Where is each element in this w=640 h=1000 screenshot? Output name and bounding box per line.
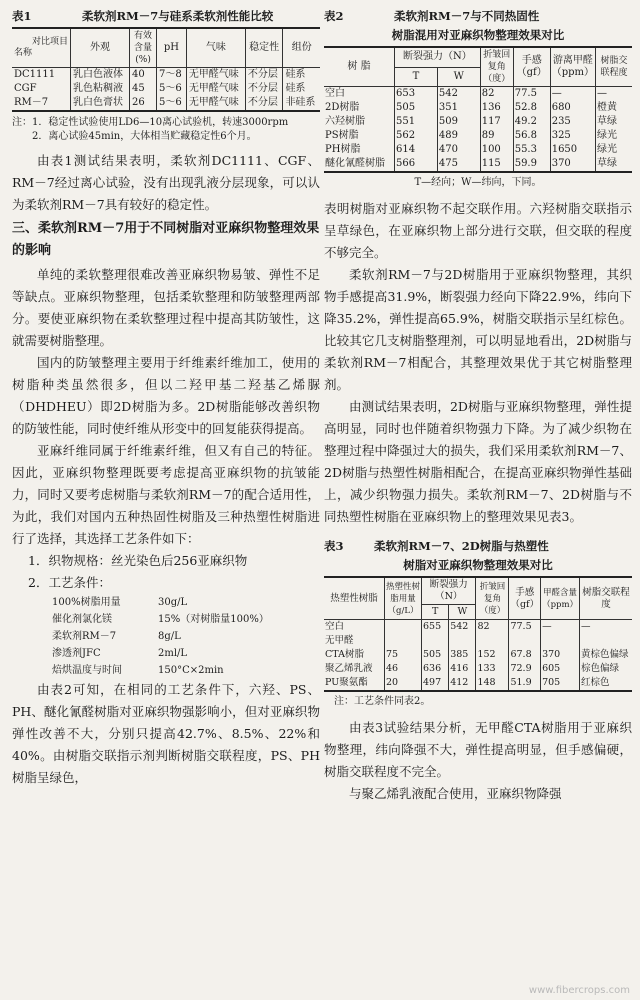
condition-key: 焙烘温度与时间 [52, 665, 122, 676]
table-cell: 67.8 [509, 648, 541, 662]
table1-header: 外观 [71, 28, 130, 68]
condition-key: 柔软剂RM－7 [52, 631, 117, 642]
table3-footnote: 注：工艺条件同表2。 [334, 696, 431, 707]
table-row [12, 82, 320, 96]
table-cell: 351 [437, 101, 480, 115]
table-cell: 100 [480, 143, 513, 157]
table-row [324, 143, 632, 157]
table3-body [324, 620, 632, 692]
table-cell: 325 [550, 129, 595, 143]
table-cell: 636 [422, 662, 449, 676]
table-row [12, 96, 320, 111]
table1-title: 柔软剂RM－7与硅系柔软剂性能比较 [82, 9, 274, 23]
table-cell: 草绿 [596, 115, 633, 129]
table-cell: 653 [395, 87, 438, 102]
section-heading: 三、柔软剂RM－7用于不同树脂对亚麻织物整理效果的影响 [12, 221, 320, 258]
table-cell: 133 [476, 662, 509, 676]
table1-corner-bottom: 名称 [14, 48, 33, 58]
table-cell: 542 [437, 87, 480, 102]
table-cell: 绿光 [596, 143, 633, 157]
table-cell: 7～8 [157, 68, 187, 83]
table2-body [324, 87, 632, 173]
table-cell: 505 [422, 648, 449, 662]
table-cell: 5～6 [157, 96, 187, 111]
table3-number: 表3 [324, 539, 344, 553]
table-row [324, 648, 632, 662]
paragraph: 表明树脂对亚麻织物不起交联作用。六羟树脂交联指示呈草绿色，在亚麻织物上部分进行交联，但交联的程度不够完全。 [324, 201, 632, 260]
table1-header: 有效含量(%) [130, 28, 157, 68]
table1-header: 气味 [186, 28, 245, 68]
table-cell: 82 [476, 620, 509, 635]
table-cell: 1650 [550, 143, 595, 157]
table-cell: 497 [422, 676, 449, 691]
table-cell: 草绿 [596, 157, 633, 172]
table1-note-1: 注：1．稳定性试验使用LD6—10离心试验机，转速3000rpm [12, 117, 289, 128]
table2-header: 树脂交联程度 [596, 47, 633, 87]
table-cell: 117 [480, 115, 513, 129]
table-cell: 505 [395, 101, 438, 115]
table-cell: 黄棕色偏绿 [580, 648, 633, 662]
table-row [324, 676, 632, 691]
table-cell: 59.9 [513, 157, 550, 172]
table3-caption [324, 538, 632, 554]
table-cell: PU聚氨酯 [325, 677, 368, 688]
table-cell: CGF [14, 83, 37, 94]
table-cell: 绿光 [596, 129, 633, 143]
table-cell: 20 [385, 676, 422, 691]
condition-value: 15%（对树脂量100%） [158, 614, 269, 625]
table-cell: 82 [480, 87, 513, 102]
paragraph: 由表3试验结果分析，无甲醛CTA树脂用于亚麻织物整理，纬向降强不大，弹性提高明显，但手感偏硬，树脂交联程度不完全。 [324, 720, 632, 779]
paragraph: 由表2可知，在相同的工艺条件下，六羟、PS、PH、醚化氰醛树脂对亚麻织物强影响小，但对亚麻织物弹性改善不大，分别只提高42.7%、8.5%、22%和40%。由树脂交联指示剂判断树脂交联程度，PS、PH树脂呈绿色， [12, 682, 320, 785]
table2-number: 表2 [324, 9, 344, 23]
table-cell: 89 [480, 129, 513, 143]
table3-title-line2: 树脂对亚麻织物整理效果对比 [403, 558, 553, 572]
table-cell: 55.3 [513, 143, 550, 157]
table-cell: 空白 [325, 621, 345, 632]
table-row [324, 101, 632, 115]
table3-header: T [422, 605, 449, 620]
table-cell: 655 [422, 620, 449, 635]
table-cell: 52.8 [513, 101, 550, 115]
table-cell: 橙黄 [596, 101, 633, 115]
table3-header: 手感（gf） [509, 577, 541, 620]
table-cell: 489 [437, 129, 480, 143]
table-cell: RM－7 [14, 97, 49, 108]
table-cell [385, 620, 422, 635]
table2-title-line2: 树脂混用对亚麻织物整理效果对比 [391, 28, 565, 42]
condition-value: 30g/L [158, 597, 188, 608]
table-cell: 77.5 [513, 87, 550, 102]
table2-header: 折皱回复角（度） [480, 47, 513, 87]
table3-header: 折皱回复角（度） [476, 577, 509, 620]
table-cell: 硅系 [283, 68, 320, 83]
table-cell: DC1111 [14, 69, 56, 80]
table2-footnote: T—经向；W—纬向，下同。 [414, 177, 542, 188]
table-cell: 416 [449, 662, 476, 676]
table-cell [422, 634, 449, 648]
table-cell: 无甲醛气味 [186, 82, 245, 96]
table-cell: 235 [550, 115, 595, 129]
table-cell: CTA树脂 [325, 649, 364, 660]
table-cell: 475 [437, 157, 480, 172]
table-cell: 5～6 [157, 82, 187, 96]
watermark: www.fibercrops.com [528, 985, 630, 996]
table2-header: 游离甲醛（ppm） [550, 47, 595, 87]
table-row [324, 129, 632, 143]
table-cell [385, 634, 422, 648]
table-cell: 49.2 [513, 115, 550, 129]
table-cell: 六羟树脂 [325, 116, 365, 127]
table-cell: 乳色粘稠液 [71, 82, 130, 96]
paragraph: 由表1测试结果表明，柔软剂DC1111、CGF、RM－7经过离心试验，没有出现乳液分层现象，可以认为柔软剂RM－7具有较好的稳定性。 [12, 153, 320, 212]
table1-notes [12, 116, 320, 144]
table-cell: 2D树脂 [325, 102, 360, 113]
table1-header: 组份 [283, 28, 320, 68]
table-cell: 370 [541, 648, 580, 662]
table-cell: 605 [541, 662, 580, 676]
table3-title: 柔软剂RM－7、2D树脂与热塑性 [374, 539, 549, 553]
table-cell: 不分层 [245, 68, 283, 83]
table-cell: 无甲醛气味 [186, 96, 245, 111]
table-cell: — [541, 620, 580, 635]
condition-key: 催化剂氯化镁 [52, 614, 112, 625]
table-cell: 非硅系 [283, 96, 320, 111]
table-cell: 152 [476, 648, 509, 662]
table2-caption [324, 8, 632, 24]
table-row [324, 662, 632, 676]
table-cell: 26 [130, 96, 157, 111]
table-cell: 412 [449, 676, 476, 691]
table-cell: 红棕色 [580, 676, 633, 691]
table1-header: pH [157, 28, 187, 68]
table-cell: 680 [550, 101, 595, 115]
table-cell: 乳白色膏状 [71, 96, 130, 111]
table-row [324, 634, 632, 648]
table2-header: 树 脂 [324, 47, 395, 87]
table-cell: 385 [449, 648, 476, 662]
table-cell [476, 634, 509, 648]
table-cell: 75 [385, 648, 422, 662]
table-cell: 醚化氰醛树脂 [325, 158, 385, 169]
table-cell: 无甲醛气味 [186, 68, 245, 83]
table-cell: 148 [476, 676, 509, 691]
table3-header: 断裂强力（N） [422, 577, 476, 605]
table-cell: 51.9 [509, 676, 541, 691]
table-row [12, 68, 320, 83]
table2 [324, 46, 632, 173]
table-cell: 115 [480, 157, 513, 172]
table-cell: 乳白色液体 [71, 68, 130, 83]
table-cell: 614 [395, 143, 438, 157]
table3-header: 树脂交联程度 [580, 577, 633, 620]
paragraph: 亚麻纤维同属于纤维素纤维，但又有自己的特征。因此，亚麻织物整理既要考虑提高亚麻织物的抗皱能力，同时又要考虑树脂与柔软剂RM－7的配合适用性，为此，我们对国内五种热固性树脂及三种热塑性树脂进行了选择，其选择工艺条件如下： [12, 443, 320, 546]
table-cell: 硅系 [283, 82, 320, 96]
paragraph: 柔软剂RM－7与2D树脂用于亚麻织物整理，其织物手感提高31.9%，断裂强力经向下降22.9%，纬向下降35.2%，弹性提高65.9%，树脂交联指示呈红棕色。比较其它几支树脂整理剂，可以明显地看出，2D树脂与柔软剂RM－7相配合，其整理效果优于其它树脂整理剂。 [324, 267, 632, 392]
table2-header: T [395, 67, 438, 86]
table-cell: 470 [437, 143, 480, 157]
table1-corner-top: 对比项目 [31, 37, 68, 47]
table1-corner [12, 28, 71, 68]
table2-header: 手感（gf） [513, 47, 550, 87]
table-cell [449, 634, 476, 648]
table-cell: — [550, 87, 595, 102]
table3-header: 甲醛含量（ppm） [541, 577, 580, 620]
table-cell: 509 [437, 115, 480, 129]
condition-row [52, 628, 320, 645]
condition-row [52, 662, 320, 679]
paragraph: 单纯的柔软整理很难改善亚麻织物易皱、弹性不足等缺点。亚麻织物整理，包括柔软整理和防皱整理两部分。要使亚麻织物在柔软整理过程中提高其防皱性，这就需要树脂整理。 [12, 267, 320, 348]
table1 [12, 27, 320, 112]
table1-note-2: 2．离心试验45min，大体相当贮藏稳定性6个月。 [32, 131, 257, 142]
left-column [12, 6, 320, 789]
table-row [324, 87, 632, 102]
table3 [324, 576, 632, 692]
table3-header: 热塑性树脂用量（g/L） [385, 577, 422, 620]
table2-header: 断裂强力（N） [395, 47, 481, 67]
table-cell: 77.5 [509, 620, 541, 635]
condition-row [52, 645, 320, 662]
table2-header: W [437, 67, 480, 86]
table-cell: 46 [385, 662, 422, 676]
condition-key: 渗透剂JFC [52, 648, 101, 659]
table-cell: 56.8 [513, 129, 550, 143]
paragraph: 国内的防皱整理主要用于纤维素纤维加工，使用的树脂种类虽然很多，但以二羟甲基二羟基乙烯脲（DHDHEU）即2D树脂为多。2D树脂能够改善织物的防皱性能，同时使纤维从形变中的回复能获得提高。 [12, 355, 320, 436]
paragraph: 由测试结果表明，2D树脂与亚麻织物整理，弹性提高明显，同时也伴随着织物强力下降。为了减少织物在整理过程中降强过大的损失，我们采用柔软剂RM－7、2D树脂与热塑性树脂相配合，在提高亚麻织物弹性基础上，减少织物强力损失。柔软剂RM－7、2D树脂与不同热塑性树脂在亚麻织物上的整理效果见表3。 [324, 399, 632, 524]
table-cell: 聚乙烯乳液 [325, 663, 373, 674]
list-item: 2．工艺条件： [28, 575, 111, 590]
table-cell: — [580, 620, 633, 635]
table1-number: 表1 [12, 9, 32, 23]
condition-key: 100%树脂用量 [52, 597, 121, 608]
table-cell: 551 [395, 115, 438, 129]
table-cell: 566 [395, 157, 438, 172]
table-cell: 136 [480, 101, 513, 115]
table2-title: 柔软剂RM－7与不同热固性 [394, 9, 540, 23]
table-cell: PH树脂 [325, 144, 361, 155]
table-row [324, 115, 632, 129]
table-cell: 40 [130, 68, 157, 83]
table-cell: 72.9 [509, 662, 541, 676]
table-cell: 棕色偏绿 [580, 662, 633, 676]
table3-header: 热塑性树脂 [324, 577, 385, 620]
table-cell: — [596, 87, 633, 102]
table-cell [580, 634, 633, 648]
table-cell: 不分层 [245, 96, 283, 111]
table1-header: 稳定性 [245, 28, 283, 68]
table1-caption [12, 8, 320, 24]
paragraph: 与聚乙烯乳液配合使用，亚麻织物降强 [349, 786, 562, 801]
condition-value: 2ml/L [158, 648, 188, 659]
table-cell [541, 634, 580, 648]
right-column [324, 6, 632, 805]
table-cell: 542 [449, 620, 476, 635]
table-cell: 空白 [325, 88, 345, 99]
process-conditions [12, 594, 320, 679]
condition-row [52, 594, 320, 611]
condition-value: 150°C×2min [158, 665, 224, 676]
table-row [324, 157, 632, 172]
table3-header: W [449, 605, 476, 620]
table-cell: 562 [395, 129, 438, 143]
table-cell: 无甲醛 [325, 635, 354, 646]
list-item: 1．织物规格：丝光染色后256亚麻织物 [28, 553, 248, 568]
condition-value: 8g/L [158, 631, 181, 642]
table-cell: 370 [550, 157, 595, 172]
table-cell [509, 634, 541, 648]
table-cell: 不分层 [245, 82, 283, 96]
table-cell: PS树脂 [325, 130, 359, 141]
table-row [324, 620, 632, 635]
condition-row [52, 611, 320, 628]
table-cell: 45 [130, 82, 157, 96]
table-cell: 705 [541, 676, 580, 691]
